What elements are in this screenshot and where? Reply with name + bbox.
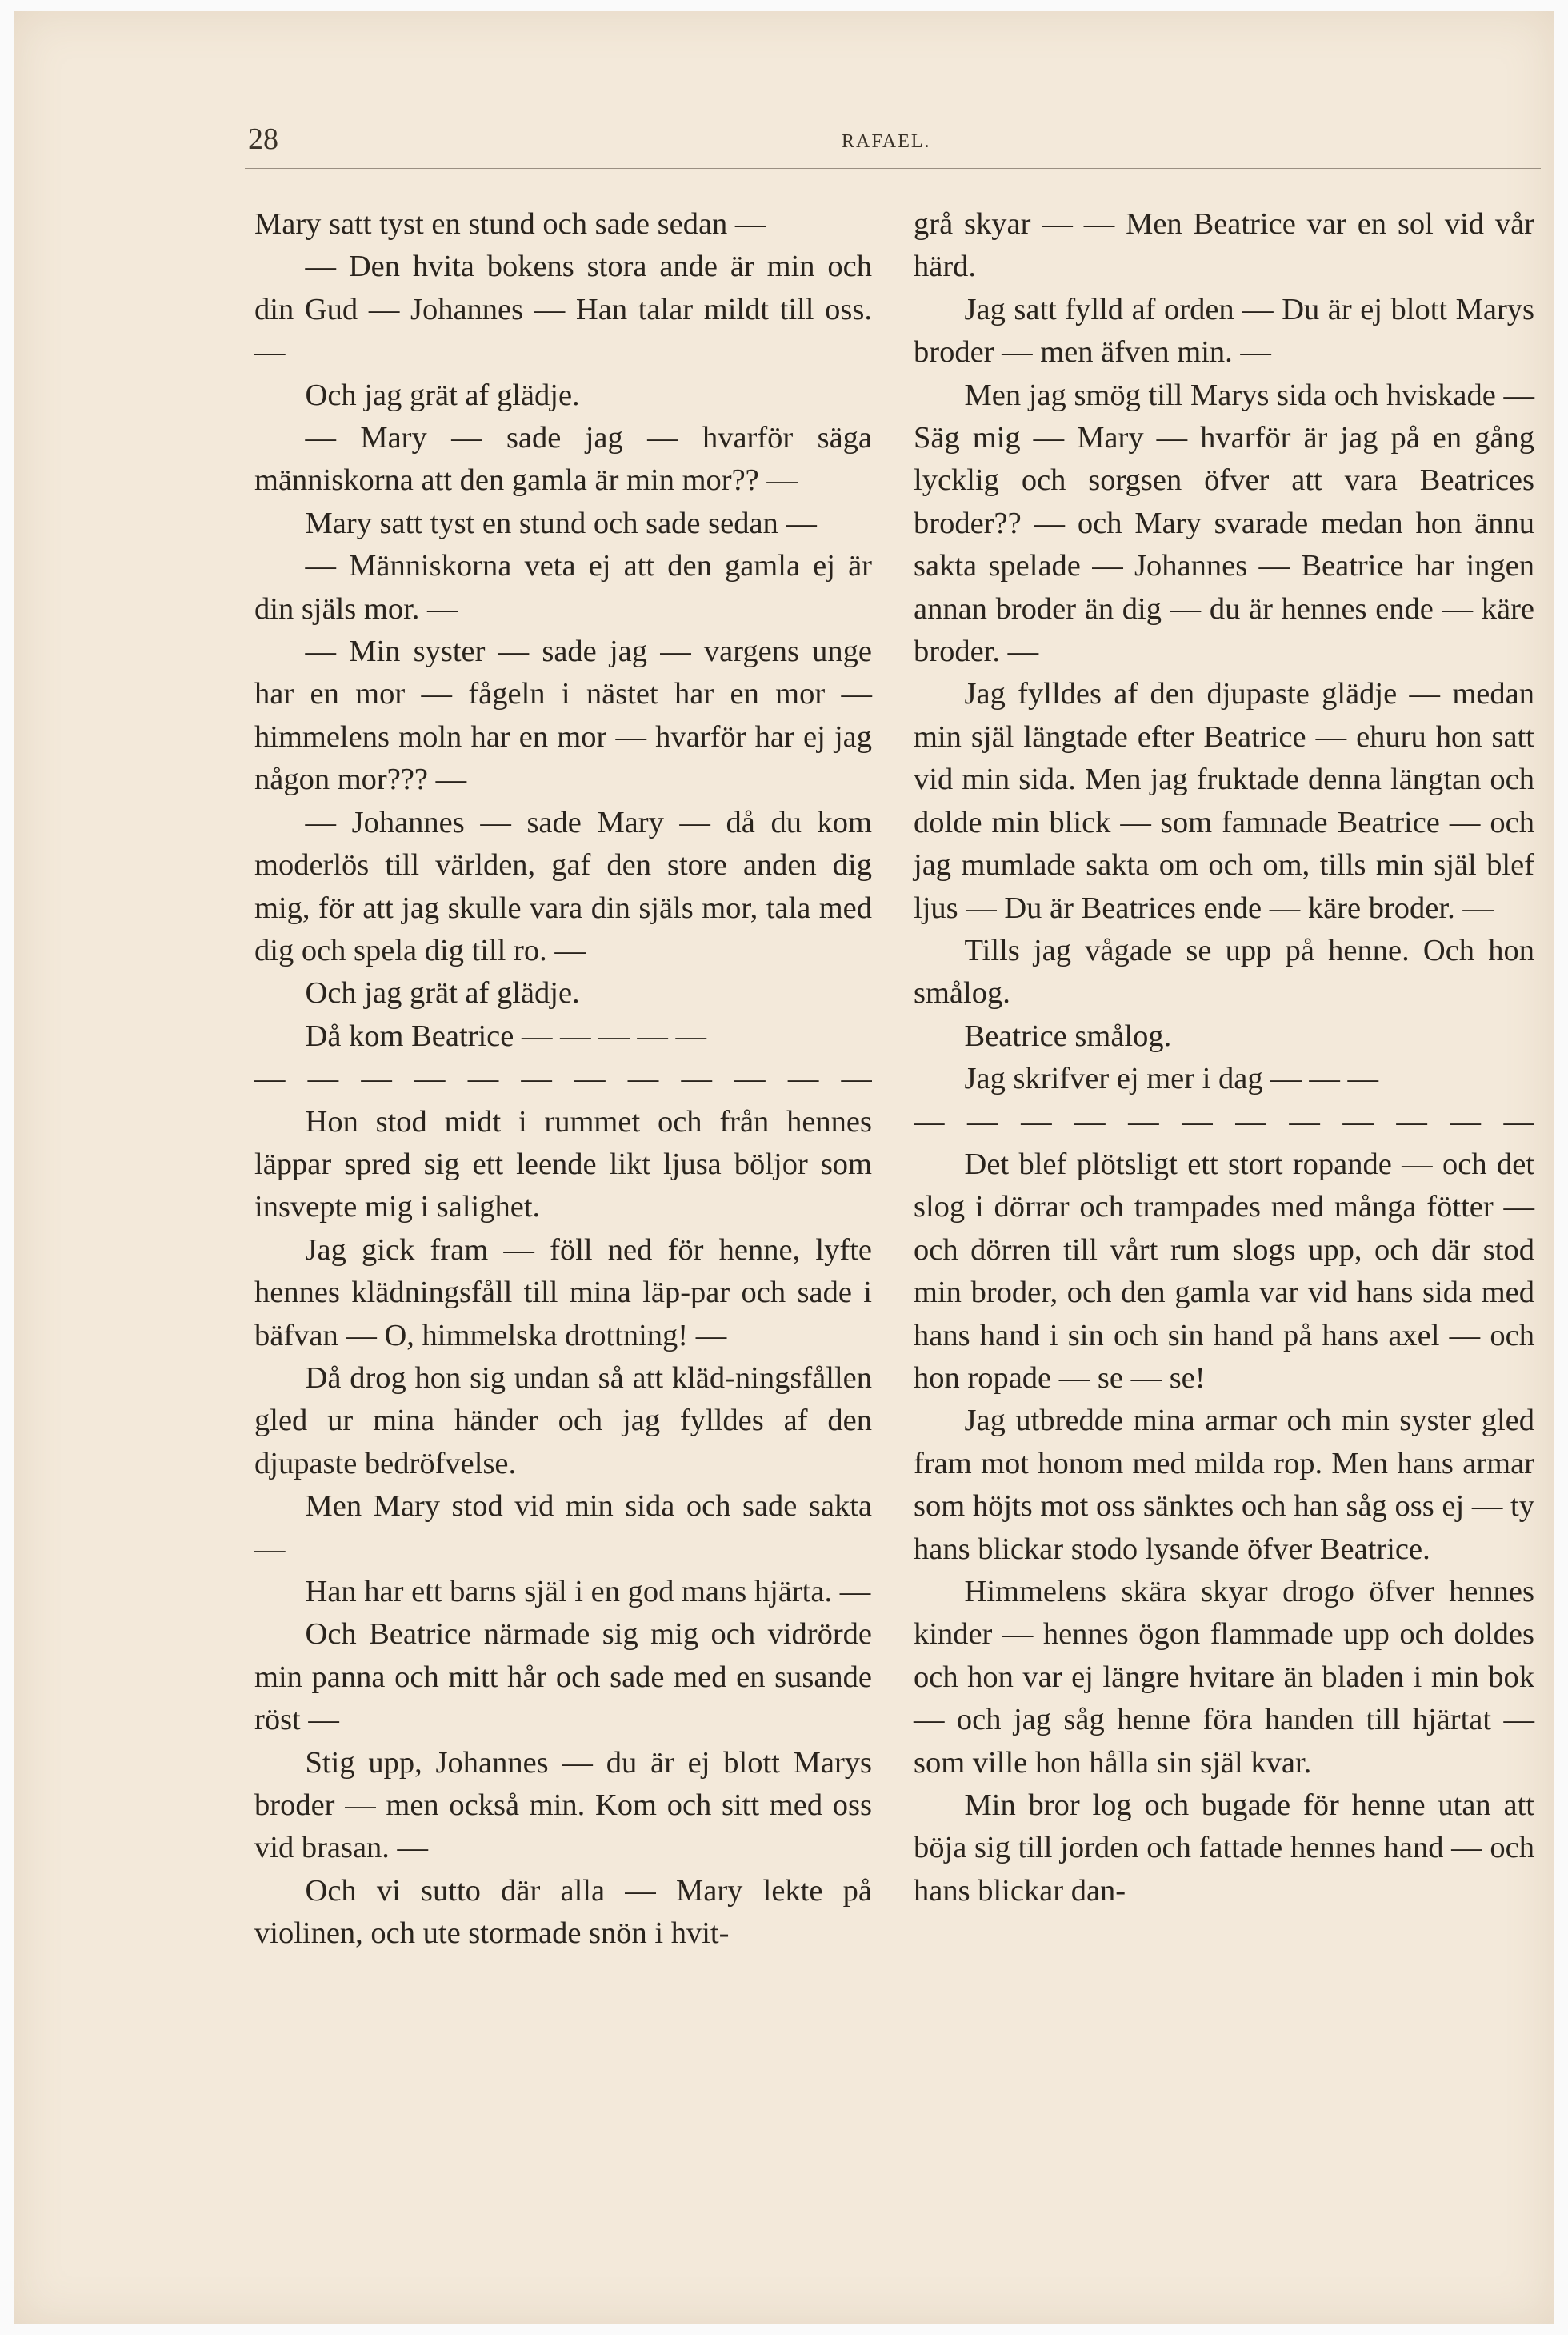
paragraph: Och vi sutto där alla — Mary lekte på violinen, och ute stormade snön i hvit- <box>254 1873 872 1951</box>
paragraph: Jag satt fylld af orden — Du är ej blott Marys broder — men äfven min. — <box>914 292 1534 370</box>
paragraph: Jag fylldes af den djupaste glädje — medan min själ längtade efter Beatrice — ehuru hon satt vid min sida. Men jag fruktade denna längtan och dolde min blick — som famnade Beatrice — och jag mumlade sakta om och om, tills min själ blef ljus — Du är Beatrices ende — käre broder. — <box>914 677 1534 925</box>
paragraph: Och Beatrice närmade sig mig och vidrörde min panna och mitt hår och sade med en susande röst — <box>254 1617 872 1737</box>
paragraph: — Johannes — sade Mary — då du kom moderlös till världen, gaf den store anden dig mig, för att jag skulle vara din själs mor, tala med dig och spela dig till ro. — <box>254 805 872 967</box>
paragraph: Min bror log och bugade för henne utan att böja sig till jorden och fattade hennes hand — och hans blickar dan- <box>914 1788 1534 1908</box>
page-number: 28 <box>248 122 278 156</box>
paragraph: — Min syster — sade jag — vargens unge har en mor — fågeln i nästet har en mor — himmelens moln har en mor — hvarför har ej jag någon mor??? — <box>254 635 872 797</box>
paragraph: Det blef plötsligt ett stort ropande — och det slog i dörrar och trampades med många fötter — och dörren till vårt rum slogs upp, och där stod min broder, och den gamla var vid hans sida med hans hand i sin och sin hand på hans axel — och hon ropade — se — se! <box>914 1147 1534 1395</box>
paragraph: Då drog hon sig undan så att kläd-ningsfållen gled ur mina händer och jag fylldes af den djupaste bedröfvelse. <box>254 1360 872 1480</box>
book-page <box>14 11 1554 2324</box>
paragraph: Hon stod midt i rummet och från hennes läppar spred sig ett leende likt ljusa böljor som insvepte mig i salighet. <box>254 1104 872 1224</box>
paragraph: Mary satt tyst en stund och sade sedan — <box>254 207 766 241</box>
header-rule <box>245 168 1541 169</box>
paragraph: Jag utbredde mina armar och min syster gled fram mot honom med milda rop. Men hans armar som höjts mot oss sänktes och han såg oss ej — ty hans blickar stodo lysande öfver Beatrice. <box>914 1404 1534 1566</box>
paragraph: Jag skrifver ej mer i dag — — — <box>964 1062 1378 1096</box>
paragraph: — Mary — sade jag — hvarför säga människorna att den gamla är min mor?? — <box>254 421 872 498</box>
paragraph: — Den hvita bokens stora ande är min och din Gud — Johannes — Han talar mildt till oss. — <box>254 250 872 370</box>
paragraph: Men Mary stod vid min sida och sade sakta — <box>254 1489 872 1566</box>
paragraph: Stig upp, Johannes — du är ej blott Marys broder — men också min. Kom och sitt med oss vid brasan. — <box>254 1745 872 1865</box>
text-column-right <box>914 203 1534 1912</box>
paragraph: Mary satt tyst en stund och sade sedan — <box>305 506 817 540</box>
paragraph: Himmelens skära skyar drogo öfver hennes kinder — hennes ögon flammade upp och doldes och hon var ej längre hvitare än bladen i min bok — och jag såg henne föra handen till hjärtat — som ville hon hålla sin själ kvar. <box>914 1575 1534 1780</box>
paragraph: Och jag grät af glädje. <box>305 976 580 1011</box>
paragraph: Och jag grät af glädje. <box>305 378 580 412</box>
paragraph: Då kom Beatrice — — — — — <box>305 1019 706 1053</box>
paragraph: Jag gick fram — föll ned för henne, lyfte hennes klädningsfåll till mina läp-par och sade i bäfvan — O, himmelska drottning! — <box>254 1232 872 1352</box>
running-head-title: RAFAEL. <box>842 131 931 152</box>
text-column-left <box>254 203 872 1956</box>
paragraph: — Människorna veta ej att den gamla ej är din själs mor. — <box>254 549 872 626</box>
paragraph: Han har ett barns själ i en god mans hjärta. — <box>305 1575 871 1608</box>
paragraph: Beatrice smålog. <box>964 1019 1172 1053</box>
paragraph: grå skyar — — Men Beatrice var en sol vid vår härd. <box>914 207 1534 284</box>
paragraph: Men jag smög till Marys sida och hviskade — Säg mig — Mary — hvarför är jag på en gång lycklig och sorgsen öfver att vara Beatrices broder?? — och Mary svarade medan hon ännu sakta spelade — Johannes — Beatrice har ingen annan broder än dig — du är hennes ende — käre broder. — <box>914 378 1534 669</box>
section-dash-line: — — — — — — — — — — — — <box>254 1062 872 1096</box>
paragraph: Tills jag vågade se upp på henne. Och hon smålog. <box>914 933 1534 1011</box>
section-dash-line: — — — — — — — — — — — — <box>914 1104 1534 1139</box>
